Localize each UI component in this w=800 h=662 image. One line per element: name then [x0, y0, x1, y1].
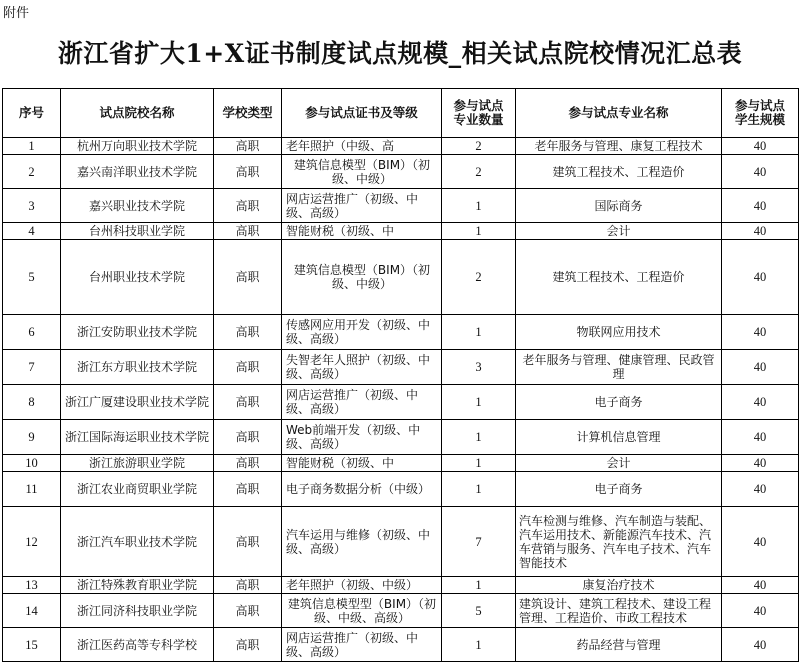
- table-row: [3, 138, 799, 155]
- table-row: [3, 455, 799, 472]
- cell-type: 高职: [214, 507, 282, 577]
- cell-school: 浙江安防职业技术学院: [61, 315, 214, 350]
- cell-cert: 电子商务数据分析（中级）: [282, 472, 442, 507]
- cell-cert: 汽车运用与维修（初级、中级、高级）: [282, 507, 442, 577]
- cell-school: 浙江医药高等专科学校: [61, 628, 214, 662]
- cell-majors: 国际商务: [516, 189, 722, 223]
- cell-no: 3: [3, 189, 61, 223]
- cell-no: 4: [3, 223, 61, 240]
- cell-scale: 40: [722, 223, 799, 240]
- header-majors: 参与试点专业名称: [516, 89, 722, 138]
- cell-cert: Web前端开发（初级、中级、高级）: [282, 420, 442, 455]
- table-row: [3, 223, 799, 240]
- cell-no: 2: [3, 155, 61, 189]
- cell-majors: 物联网应用技术: [516, 315, 722, 350]
- cell-type: 高职: [214, 472, 282, 507]
- cell-majors: 汽车检测与维修、汽车制造与装配、汽车运用技术、新能源汽车技术、汽车营销与服务、汽车电子技术、汽车智能技术: [516, 507, 722, 577]
- cell-cert: 网店运营推广（初级、中级、高级）: [282, 385, 442, 420]
- header-no: 序号: [3, 89, 61, 138]
- cell-majors: 建筑设计、建筑工程技术、建设工程管理、工程造价、市政工程技术: [516, 594, 722, 628]
- cell-no: 9: [3, 420, 61, 455]
- cell-scale: 40: [722, 472, 799, 507]
- cell-school: 浙江东方职业技术学院: [61, 350, 214, 385]
- cell-cert: 老年照护（中级、高: [282, 138, 442, 155]
- cell-majors: 电子商务: [516, 385, 722, 420]
- cell-scale: 40: [722, 507, 799, 577]
- cell-cert: 传感网应用开发（初级、中级、高级）: [282, 315, 442, 350]
- cell-cert: 网店运营推广（初级、中级、高级）: [282, 189, 442, 223]
- cell-majors: 药品经营与管理: [516, 628, 722, 662]
- attachment-label: 附件: [3, 6, 30, 21]
- cell-majors: 建筑工程技术、工程造价: [516, 155, 722, 189]
- table-row: [3, 472, 799, 507]
- cell-no: 5: [3, 240, 61, 315]
- cell-scale: 40: [722, 240, 799, 315]
- cell-count: 2: [442, 240, 516, 315]
- cell-type: 高职: [214, 385, 282, 420]
- table-row: [3, 189, 799, 223]
- cell-type: 高职: [214, 138, 282, 155]
- cell-majors: 会计: [516, 223, 722, 240]
- cell-type: 高职: [214, 594, 282, 628]
- cell-no: 11: [3, 472, 61, 507]
- cell-cert: 网店运营推广（初级、中级、高级）: [282, 628, 442, 662]
- cell-no: 8: [3, 385, 61, 420]
- cell-school: 台州职业技术学院: [61, 240, 214, 315]
- cell-school: 浙江广厦建设职业技术学院: [61, 385, 214, 420]
- header-cert: 参与试点证书及等级: [282, 89, 442, 138]
- cell-count: 3: [442, 350, 516, 385]
- cell-majors: 计算机信息管理: [516, 420, 722, 455]
- cell-no: 15: [3, 628, 61, 662]
- cell-school: 浙江国际海运职业技术学院: [61, 420, 214, 455]
- cell-type: 高职: [214, 628, 282, 662]
- header-count: 参与试点专业数量: [442, 89, 516, 138]
- cell-majors: 康复治疗技术: [516, 577, 722, 594]
- cell-scale: 40: [722, 315, 799, 350]
- cell-cert: 建筑信息模型（BIM）（初级、中级）: [282, 240, 442, 315]
- cell-count: 2: [442, 155, 516, 189]
- table-row: [3, 385, 799, 420]
- cell-no: 13: [3, 577, 61, 594]
- table-row: [3, 577, 799, 594]
- cell-school: 嘉兴职业技术学院: [61, 189, 214, 223]
- cell-majors: 老年服务与管理、康复工程技术: [516, 138, 722, 155]
- cell-no: 12: [3, 507, 61, 577]
- cell-scale: 40: [722, 455, 799, 472]
- header-school: 试点院校名称: [61, 89, 214, 138]
- cell-no: 6: [3, 315, 61, 350]
- cell-school: 台州科技职业学院: [61, 223, 214, 240]
- table-row: [3, 420, 799, 455]
- header-type: 学校类型: [214, 89, 282, 138]
- cell-school: 杭州万向职业技术学院: [61, 138, 214, 155]
- cell-school: 浙江特殊教育职业学院: [61, 577, 214, 594]
- cell-count: 2: [442, 138, 516, 155]
- cell-cert: 智能财税（初级、中: [282, 455, 442, 472]
- cell-type: 高职: [214, 577, 282, 594]
- cell-majors: 会计: [516, 455, 722, 472]
- cell-type: 高职: [214, 155, 282, 189]
- cell-cert: 失智老年人照护（初级、中级、高级）: [282, 350, 442, 385]
- cell-scale: 40: [722, 350, 799, 385]
- cell-cert: 建筑信息模型型（BIM）（初级、中级、高级）: [282, 594, 442, 628]
- cell-no: 10: [3, 455, 61, 472]
- cell-count: 1: [442, 385, 516, 420]
- cell-school: 嘉兴南洋职业技术学院: [61, 155, 214, 189]
- table-row: [3, 628, 799, 662]
- table-header-row: [3, 89, 799, 138]
- cell-scale: 40: [722, 594, 799, 628]
- table-row: [3, 507, 799, 577]
- cell-count: 1: [442, 189, 516, 223]
- cell-count: 1: [442, 628, 516, 662]
- cell-scale: 40: [722, 138, 799, 155]
- cell-count: 1: [442, 315, 516, 350]
- cell-count: 7: [442, 507, 516, 577]
- cell-type: 高职: [214, 189, 282, 223]
- cell-cert: 智能财税（初级、中: [282, 223, 442, 240]
- table-row: [3, 315, 799, 350]
- cell-no: 7: [3, 350, 61, 385]
- cell-school: 浙江旅游职业学院: [61, 455, 214, 472]
- cell-scale: 40: [722, 385, 799, 420]
- summary-table: [2, 88, 799, 662]
- cell-school: 浙江同济科技职业学院: [61, 594, 214, 628]
- cell-count: 1: [442, 577, 516, 594]
- cell-count: 1: [442, 223, 516, 240]
- table-row: [3, 594, 799, 628]
- cell-scale: 40: [722, 155, 799, 189]
- cell-majors: 建筑工程技术、工程造价: [516, 240, 722, 315]
- cell-scale: 40: [722, 420, 799, 455]
- table-row: [3, 155, 799, 189]
- cell-type: 高职: [214, 420, 282, 455]
- cell-majors: 电子商务: [516, 472, 722, 507]
- cell-count: 1: [442, 472, 516, 507]
- cell-count: 5: [442, 594, 516, 628]
- cell-type: 高职: [214, 240, 282, 315]
- cell-count: 1: [442, 420, 516, 455]
- cell-cert: 建筑信息模型（BIM）（初级、中级）: [282, 155, 442, 189]
- cell-scale: 40: [722, 577, 799, 594]
- cell-school: 浙江汽车职业技术学院: [61, 507, 214, 577]
- table-row: [3, 240, 799, 315]
- table-row: [3, 350, 799, 385]
- cell-type: 高职: [214, 223, 282, 240]
- cell-scale: 40: [722, 189, 799, 223]
- cell-no: 1: [3, 138, 61, 155]
- page-title: 浙江省扩大1+X证书制度试点规模_相关试点院校情况汇总表: [57, 39, 743, 68]
- cell-cert: 老年照护（初级、中级）: [282, 577, 442, 594]
- header-scale: 参与试点学生规模: [722, 89, 799, 138]
- cell-no: 14: [3, 594, 61, 628]
- cell-scale: 40: [722, 628, 799, 662]
- cell-school: 浙江农业商贸职业学院: [61, 472, 214, 507]
- cell-type: 高职: [214, 455, 282, 472]
- cell-type: 高职: [214, 315, 282, 350]
- cell-count: 1: [442, 455, 516, 472]
- cell-majors: 老年服务与管理、健康管理、民政管理: [516, 350, 722, 385]
- cell-type: 高职: [214, 350, 282, 385]
